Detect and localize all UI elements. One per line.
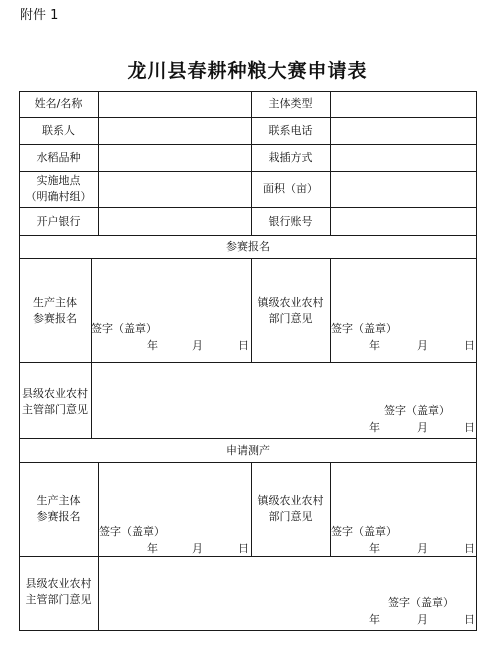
area-label: 面积（亩） bbox=[263, 182, 318, 195]
yield-county-month: 月 bbox=[417, 613, 428, 626]
col-line bbox=[330, 462, 331, 556]
row-line bbox=[19, 462, 477, 463]
yield-subject-month: 月 bbox=[192, 542, 203, 555]
location-label-sub: （明确村组） bbox=[25, 190, 92, 203]
location-label: 实施地点 bbox=[36, 174, 81, 187]
attachment-label: 附件 1 bbox=[20, 8, 59, 23]
section-registration-title: 参赛报名 bbox=[226, 240, 270, 253]
col-line bbox=[98, 91, 99, 235]
row-line bbox=[19, 362, 477, 363]
name-label: 姓名/名称 bbox=[34, 97, 83, 110]
account-label: 银行账号 bbox=[268, 215, 313, 228]
reg-subject-label-sub: 参赛报名 bbox=[33, 312, 77, 325]
reg-town-label-sub: 部门意见 bbox=[268, 312, 313, 325]
yield-county-sign: 签字（盖章） bbox=[388, 596, 454, 609]
reg-town-label: 镇级农业农村 bbox=[257, 296, 324, 309]
reg-county-sign: 签字（盖章） bbox=[384, 404, 450, 417]
yield-county-label: 县级农业农村 bbox=[25, 577, 92, 590]
yield-town-sign: 签字（盖章） bbox=[331, 525, 397, 538]
reg-subject-month: 月 bbox=[192, 339, 203, 352]
yield-town-label-sub: 部门意见 bbox=[268, 510, 313, 523]
section-yield-title: 申请测产 bbox=[226, 444, 270, 457]
col-line bbox=[330, 258, 331, 362]
col-line bbox=[98, 556, 99, 630]
reg-town-year: 年 bbox=[369, 339, 380, 352]
yield-subject-day: 日 bbox=[238, 542, 249, 555]
table-border-left bbox=[19, 91, 20, 631]
table-border-right bbox=[476, 91, 477, 631]
reg-county-label: 县级农业农村 bbox=[22, 387, 88, 400]
reg-subject-label: 生产主体 bbox=[33, 296, 77, 309]
row-line bbox=[19, 235, 477, 236]
yield-subject-label-sub: 参赛报名 bbox=[36, 510, 81, 523]
table-border-bottom bbox=[19, 630, 477, 631]
yield-county-day: 日 bbox=[464, 613, 475, 626]
yield-subject-sign: 签字（盖章） bbox=[99, 525, 165, 538]
form-title: 龙川县春耕种粮大赛申请表 bbox=[127, 60, 368, 82]
yield-town-year: 年 bbox=[369, 542, 380, 555]
phone-label: 联系电话 bbox=[268, 124, 313, 137]
row-line bbox=[19, 258, 477, 259]
col-line bbox=[98, 462, 99, 556]
planting-method-label: 栽插方式 bbox=[268, 151, 313, 164]
row-line bbox=[19, 556, 477, 557]
reg-town-day: 日 bbox=[464, 339, 475, 352]
row-line bbox=[19, 117, 477, 118]
yield-town-day: 日 bbox=[464, 542, 475, 555]
row-line bbox=[19, 438, 477, 439]
reg-subject-year: 年 bbox=[147, 339, 158, 352]
row-line bbox=[19, 144, 477, 145]
rice-variety-label: 水稻品种 bbox=[36, 151, 81, 164]
yield-subject-year: 年 bbox=[147, 542, 158, 555]
reg-subject-day: 日 bbox=[238, 339, 249, 352]
table-border-top bbox=[19, 91, 477, 92]
bank-label: 开户银行 bbox=[36, 215, 81, 228]
reg-town-sign: 签字（盖章） bbox=[331, 322, 397, 335]
yield-county-year: 年 bbox=[369, 613, 380, 626]
reg-county-month: 月 bbox=[417, 421, 428, 434]
col-line bbox=[251, 258, 252, 362]
reg-county-year: 年 bbox=[369, 421, 380, 434]
yield-subject-label: 生产主体 bbox=[36, 494, 81, 507]
reg-county-label-sub: 主管部门意见 bbox=[22, 403, 88, 416]
yield-town-label: 镇级农业农村 bbox=[257, 494, 324, 507]
reg-county-day: 日 bbox=[464, 421, 475, 434]
col-line bbox=[91, 362, 92, 438]
row-line bbox=[19, 207, 477, 208]
yield-county-label-sub: 主管部门意见 bbox=[25, 593, 92, 606]
row-line bbox=[19, 171, 477, 172]
type-label: 主体类型 bbox=[268, 97, 313, 110]
col-line bbox=[91, 258, 92, 362]
contact-label: 联系人 bbox=[42, 124, 75, 137]
col-line bbox=[330, 91, 331, 235]
yield-town-month: 月 bbox=[417, 542, 428, 555]
reg-subject-sign: 签字（盖章） bbox=[91, 322, 157, 335]
reg-town-month: 月 bbox=[417, 339, 428, 352]
